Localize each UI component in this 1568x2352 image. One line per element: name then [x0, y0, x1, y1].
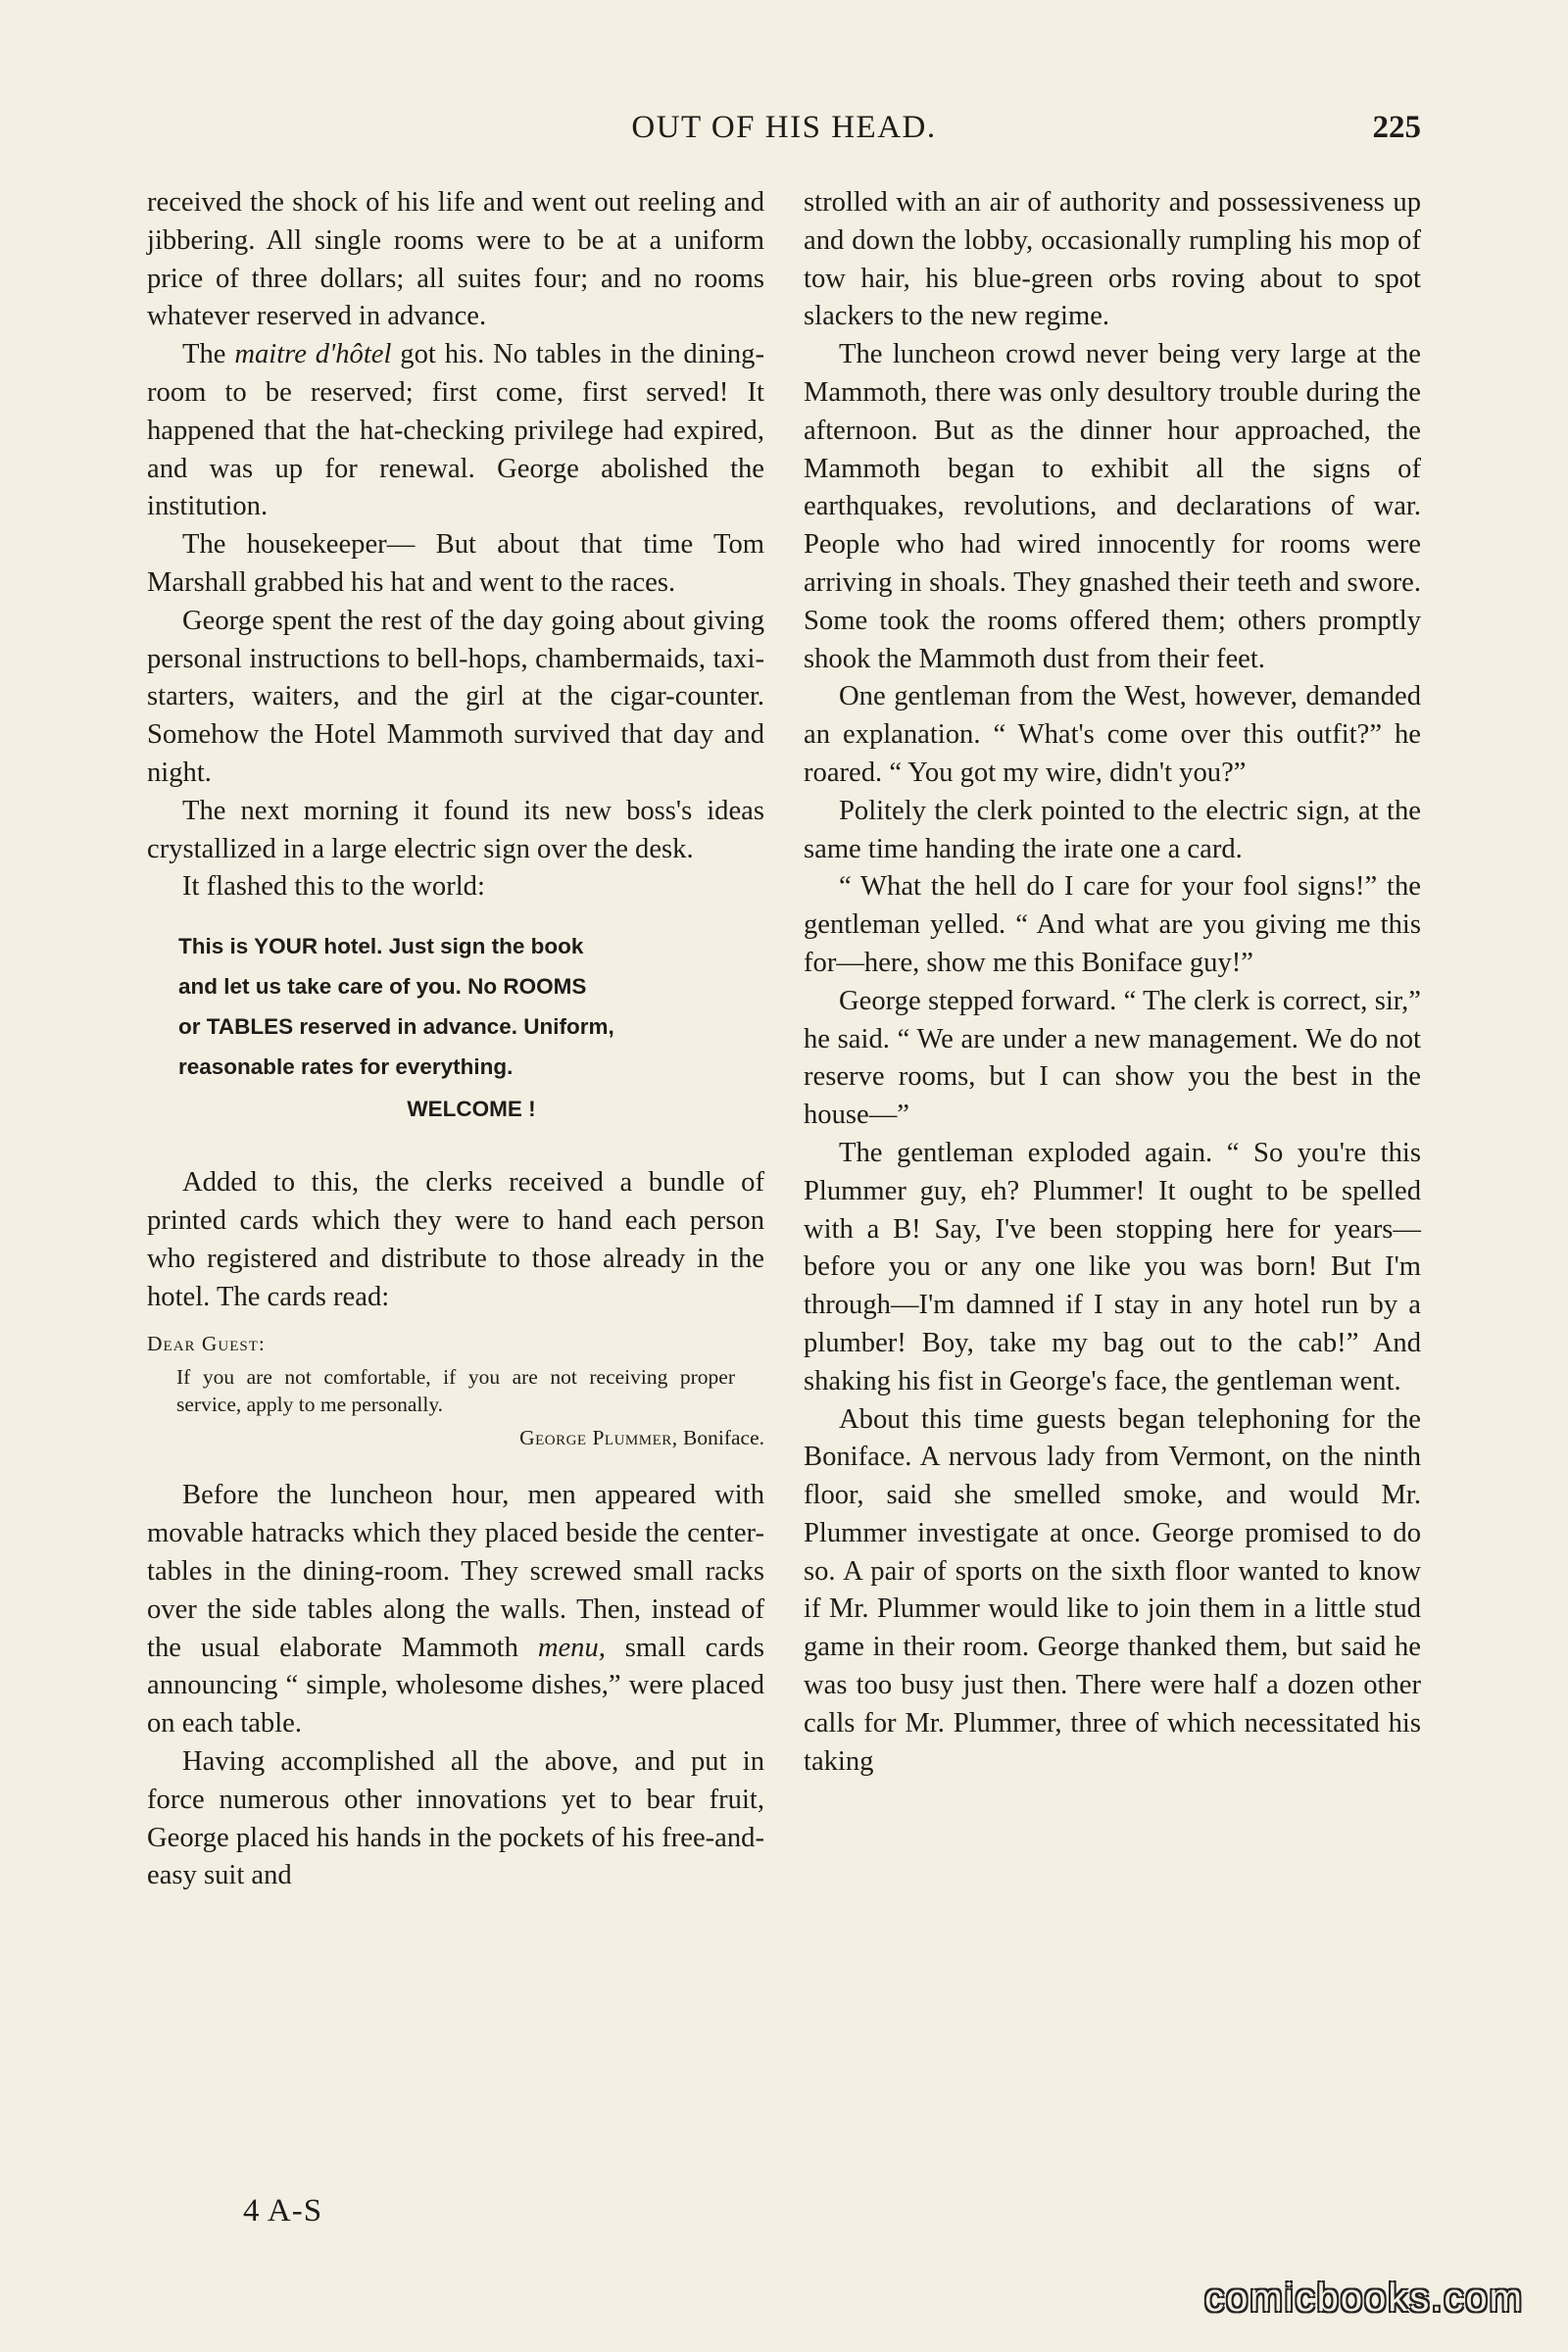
paragraph	[147, 336, 764, 526]
paragraph: One gentleman from the West, however, demanded an explanation. “ What's come over this outfit?” he roared. “ You got my wire, didn't you?”	[804, 681, 1421, 788]
sign-line: This is YOUR hotel. Just sign the book	[178, 934, 584, 959]
page-header	[147, 110, 1421, 159]
card-salutation: Dear Guest:	[147, 1332, 266, 1356]
left-column	[147, 184, 764, 1895]
card-signer: George Plummer,	[519, 1426, 678, 1450]
sign-line: and let us take care of you. No ROOMS	[178, 974, 587, 1000]
text-run: small cards announcing “ simple, wholesome dishes,” were placed on each table.	[147, 1632, 764, 1740]
card-signature	[147, 1424, 764, 1451]
electric-sign-text	[178, 926, 764, 1129]
paragraph	[147, 1477, 764, 1743]
printer-signature-mark: 4 A-S	[243, 2193, 323, 2229]
page-number: 225	[1372, 110, 1421, 145]
paragraph: “ What the hell do I care for your fool signs!” the gentleman yelled. “ And what are you giving me this for—here, show me this Boniface guy!”	[804, 871, 1421, 978]
paragraph: The luncheon crowd never being very large at the Mammoth, there was only desultory trouble during the afternoon. But as the dinner hour approached, the Mammoth began to exhibit all the signs of earthquakes, revolutions, and declarations of war. People who had wired innocently for rooms were arriving in shoals. They gnashed their teeth and swore. Some took the rooms offered them; others promptly shook the Mammoth dust from their feet.	[804, 339, 1421, 674]
text-run: got his. No tables in the dining-room to be reserved; first come, first served! It happened that the hat-checking privilege had expired, and was up for renewal. George abolished the institution.	[147, 339, 765, 522]
italic-text: maitre d'hôtel	[234, 339, 392, 370]
paragraph: George spent the rest of the day going about giving personal instructions to bell-hops, chambermaids, taxi-starters, waiters, and the girl at the cigar-counter. Somehow the Hotel Mammoth survived that day and night.	[147, 605, 764, 788]
sign-line: reasonable rates for everything.	[178, 1054, 514, 1080]
paragraph: The gentleman exploded again. “ So you're this Plummer guy, eh? Plummer! It ought to be spelled with a B! Say, I've been stopping here for years—before you or any one like you was born! But I'm through—I'm damned if I stay in any hotel run by a plumber! Boy, take my bag out to the cab!” And shaking his fist in George's face, the gentleman went.	[804, 1137, 1421, 1396]
paragraph: received the shock of his life and went out reeling and jibbering. All single rooms were to be at a uniform price of three dollars; all suites four; and no rooms whatever reserved in advance.	[147, 187, 764, 332]
paragraph: Having accomplished all the above, and put in force numerous other innovations yet to bear fruit, George placed his hands in the pockets of his free-and-easy suit and	[147, 1745, 764, 1891]
paragraph: It flashed this to the world:	[182, 871, 485, 903]
paragraph: George stepped forward. “ The clerk is correct, sir,” he said. “ We are under a new management. We do not reserve rooms, but I can show you the best in the house—”	[804, 985, 1421, 1131]
sign-line: or TABLES reserved in advance. Uniform,	[178, 1014, 614, 1040]
paragraph: About this time guests began telephoning for the Boniface. A nervous lady from Vermont, on the ninth floor, said she smelled smoke, and would Mr. Plummer investigate at once. George promised to do so. A pair of sports on the sixth floor wanted to know if Mr. Plummer would like to join them in a little stud game in their room. George thanked them, but said he was too busy just then. There were half a dozen other calls for Mr. Plummer, three of which necessitated his taking	[804, 1403, 1421, 1777]
sign-welcome: WELCOME !	[407, 1097, 536, 1122]
text-run: Before the luncheon hour, men appeared with movable hatracks which they placed beside the center-tables in the dining-room. They screwed small racks over the side tables along the walls. Then, instead of the usual elaborate Mammoth	[147, 1480, 764, 1663]
paragraph: Added to this, the clerks received a bundle of printed cards which they were to hand each person who registered and distribute to those already in the hotel. The cards read:	[147, 1167, 764, 1312]
card-signer-title: Boniface.	[677, 1426, 764, 1450]
paragraph: The next morning it found its new boss's ideas crystallized in a large electric sign over the desk.	[147, 795, 764, 864]
guest-card	[147, 1330, 764, 1451]
paragraph: Politely the clerk pointed to the electric sign, at the same time handing the irate one a card.	[804, 795, 1421, 864]
card-body: If you are not comfortable, if you are not receiving proper service, apply to me personally.	[176, 1365, 735, 1417]
paragraph: strolled with an air of authority and possessiveness up and down the lobby, occasionally rumpling his mop of tow hair, his blue-green orbs roving about to spot slackers to the new regime.	[804, 187, 1421, 332]
text-run: The	[182, 339, 235, 370]
site-watermark: comicbooks.com	[1204, 2277, 1524, 2320]
italic-text: menu,	[537, 1632, 606, 1663]
paragraph: The housekeeper— But about that time Tom Marshall grabbed his hat and went to the races.	[147, 529, 764, 598]
running-title: OUT OF HIS HEAD.	[631, 110, 937, 145]
right-column	[804, 184, 1421, 1781]
